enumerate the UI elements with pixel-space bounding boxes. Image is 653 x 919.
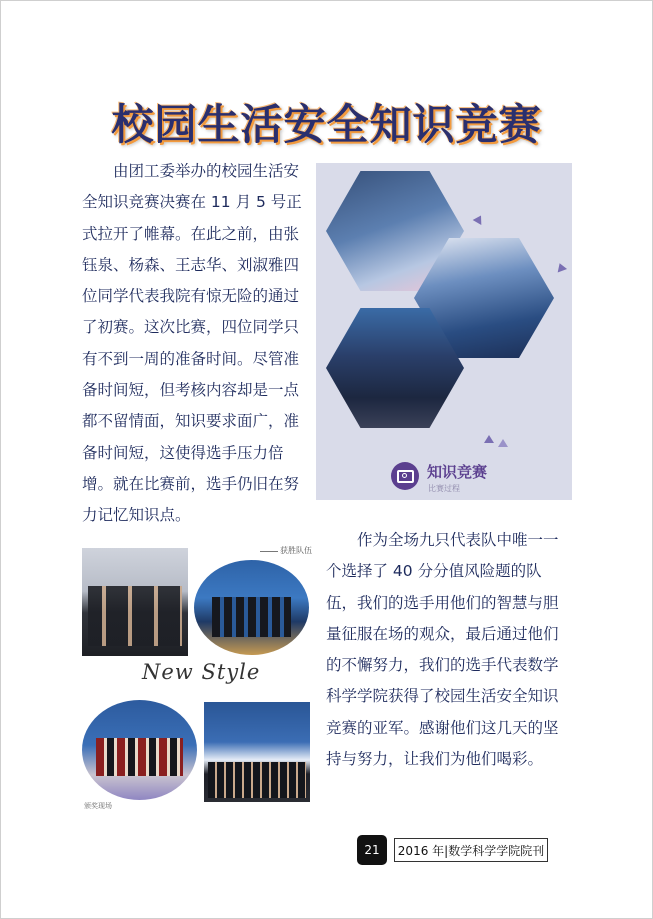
group-stage-photo — [204, 702, 310, 802]
quiz-panel-label: 知识竞赛 — [427, 463, 488, 481]
caption-leader-line — [260, 551, 278, 552]
caption-award-ceremony: 颁奖现场 — [84, 802, 112, 810]
decor-triangle — [473, 213, 486, 225]
decor-triangle — [484, 435, 494, 443]
winning-team-photo — [194, 560, 309, 655]
intro-paragraph: 由团工委举办的校园生活安全知识竞赛决赛在 11 月 5 号正式拉开了帷幕。在此之前，由张钰泉、杨森、王志华、刘淑雅四位同学代表我院有惊无险的通过了初赛。这次比赛，四位同学只有不到一周的准备时间。尽管准备时间短，但考核内容却是一点都不留情面，知识要求面广，准备时间短，这使得选手压力倍增。就在比赛前，选手仍旧在努力记忆知识点。 — [82, 162, 302, 525]
result-paragraph: 作为全场九只代表队中唯一一个选择了 40 分分值风险题的队伍，我们的选手用他们的智慧与胆量征服在场的观众，最后通过他们的不懈努力，我们的选手代表数学科学学院获得了校园生活安全知识竞赛的亚军。感谢他们这几天的坚持与努力，让我们为他们喝彩。 — [326, 531, 559, 769]
page-number: 21 — [357, 835, 387, 865]
caption-winning-team: 获胜队伍 — [280, 546, 312, 555]
award-ceremony-photo — [82, 700, 197, 800]
publication-label: 2016 年|数学科学学院院刊 — [394, 838, 548, 862]
decor-triangle — [555, 262, 567, 273]
quiz-panel-sublabel: 比赛过程 — [428, 484, 460, 493]
page-title: 校园生活安全知识竞赛 — [111, 100, 542, 149]
quiz-photo-panel — [316, 163, 572, 500]
new-style-wordmark: New Style — [142, 660, 261, 684]
team-photo — [82, 548, 188, 656]
decor-triangle — [498, 439, 508, 447]
camera-icon — [391, 462, 419, 490]
